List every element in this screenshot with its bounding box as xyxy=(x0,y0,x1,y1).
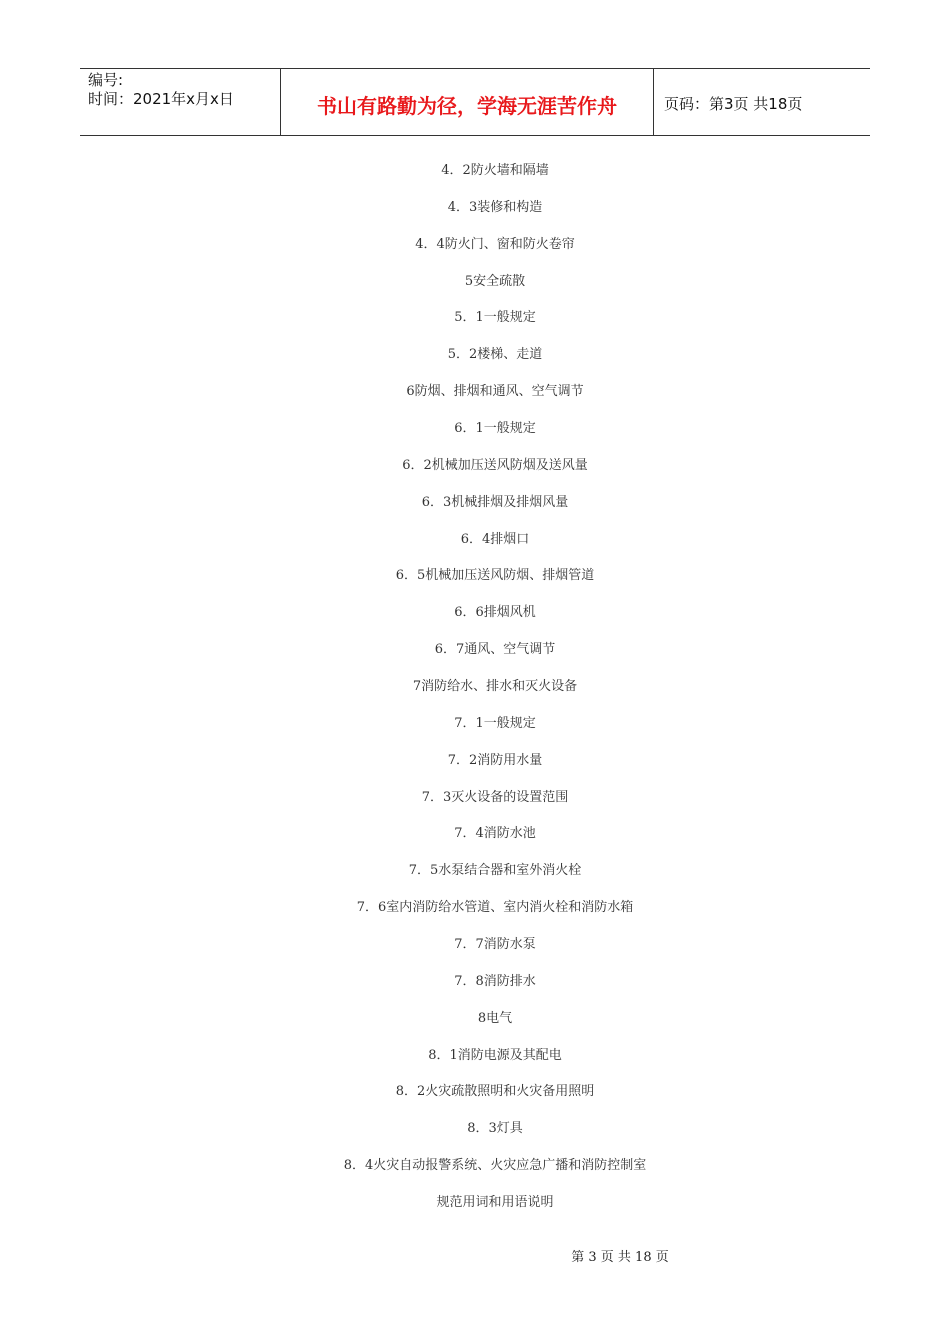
toc-entry: 7．8消防排水 xyxy=(454,973,536,989)
toc-entry: 4．3装修和构造 xyxy=(447,199,543,215)
toc-entry: 6．2机械加压送风防烟及送风量 xyxy=(402,457,588,473)
header-meta xyxy=(80,69,281,135)
toc-entry: 5．1一般规定 xyxy=(454,310,536,326)
toc-entry: 8．4火灾自动报警系统、火灾应急广播和消防控制室 xyxy=(343,1158,647,1174)
toc-entry: 4．2防火墙和隔墙 xyxy=(441,163,549,178)
page-footer: 第 3 页 共 18 页 xyxy=(571,1250,669,1265)
header-motto: 书山有路勤为径，学海无涯苦作舟 xyxy=(281,69,654,135)
toc-entry: 7．4消防水池 xyxy=(454,826,536,842)
document-number-label: 编号: xyxy=(88,71,124,89)
toc-entry: 8．2火灾疏散照明和火灾备用照明 xyxy=(395,1084,595,1100)
toc-entry: 7消防给水、排水和灭火设备 xyxy=(412,679,578,695)
toc-entry: 5安全疏散 xyxy=(464,273,526,289)
document-time-label: 时间：2021年x月x日 xyxy=(88,90,234,108)
page-header xyxy=(80,68,870,136)
toc-entry: 规范用词和用语说明 xyxy=(436,1195,554,1211)
toc-entry: 4．4防火门、窗和防火卷帘 xyxy=(415,236,575,252)
toc-entry: 6．5机械加压送风防烟、排烟管道 xyxy=(395,568,595,584)
toc-entry: 6．6排烟风机 xyxy=(454,605,536,621)
toc-entry: 6防烟、排烟和通风、空气调节 xyxy=(406,384,584,400)
table-of-contents xyxy=(80,154,910,1223)
toc-entry: 7．2消防用水量 xyxy=(447,752,543,768)
toc-entry: 8电气 xyxy=(477,1010,513,1026)
toc-entry: 8．1消防电源及其配电 xyxy=(428,1047,562,1063)
toc-entry: 7．6室内消防给水管道、室内消火栓和消防水箱 xyxy=(356,900,634,916)
toc-entry: 7．3灭火设备的设置范围 xyxy=(421,789,569,805)
header-page-code: 页码：第3页 共18页 xyxy=(664,94,803,113)
toc-entry: 7．5水泵结合器和室外消火栓 xyxy=(408,863,582,879)
toc-entry: 6．1一般规定 xyxy=(454,421,536,437)
toc-entry: 8．3灯具 xyxy=(467,1121,523,1137)
toc-entry: 6．3机械排烟及排烟风量 xyxy=(421,494,569,510)
toc-entry: 7．7消防水泵 xyxy=(454,937,536,953)
toc-entry: 6．7通风、空气调节 xyxy=(434,642,556,658)
toc-entry: 6．4排烟口 xyxy=(460,531,530,547)
toc-entry: 5．2楼梯、走道 xyxy=(447,347,543,363)
toc-entry: 7．1一般规定 xyxy=(454,715,536,731)
